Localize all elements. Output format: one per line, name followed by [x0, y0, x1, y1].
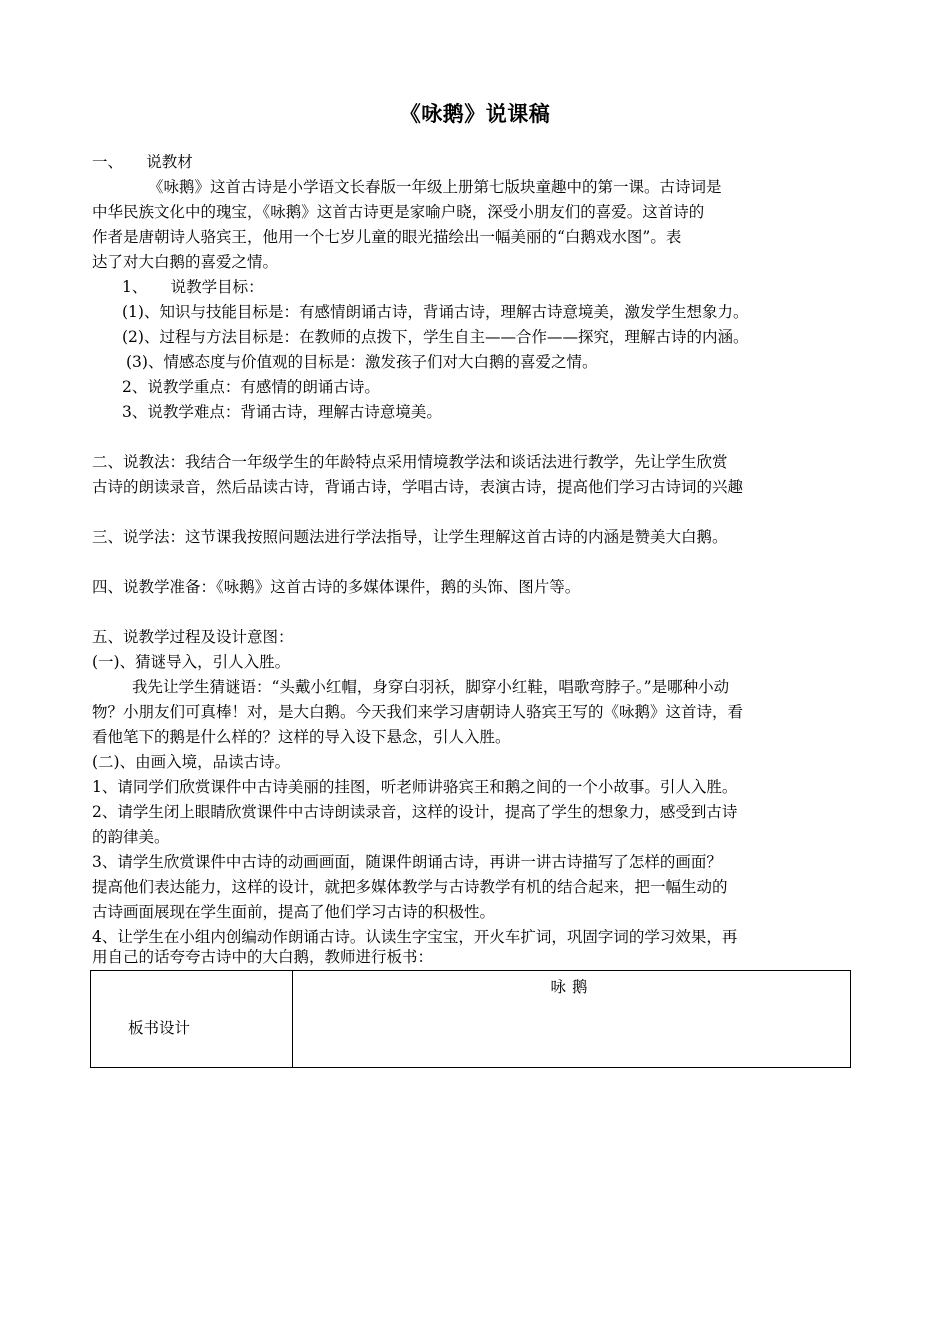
- section-teaching-method: 二、说教法：我结合一年级学生的年龄特点采用情境教学法和谈话法进行教学，先让学生欣赏: [92, 453, 728, 471]
- body-line: 古诗画面展现在学生面前，提高了他们学习古诗的积极性。: [92, 903, 496, 921]
- body-line: 古诗的朗读录音，然后品读古诗，背诵古诗，学唱古诗，表演古诗，提高他们学习古诗词的兴趣: [92, 478, 744, 496]
- subheading-difficulty: 3、说教学难点：背诵古诗，理解古诗意境美。: [122, 403, 442, 421]
- body-line: 用自己的话夸夸古诗中的大白鹅，教师进行板书：: [92, 948, 434, 966]
- subheading-step-1: (一)、猜谜导入，引人入胜。: [92, 653, 291, 671]
- body-line: 达了对大白鹅的喜爱之情。: [92, 253, 279, 271]
- body-line: 看他笔下的鹅是什么样的？这样的导入设下悬念，引人入胜。: [92, 728, 511, 746]
- body-line: 作者是唐朝诗人骆宾王，他用一个七岁儿童的眼光描绘出一幅美丽的“白鹅戏水图”。表: [92, 228, 682, 246]
- body-line: 3、请学生欣赏课件中古诗的动画画面，随课件朗诵古诗，再讲一讲古诗描写了怎样的画面？: [92, 853, 722, 871]
- body-line: 《咏鹅》这首古诗是小学语文长春版一年级上册第七版块童趣中的第一课。古诗词是: [148, 178, 722, 196]
- section-learning-method: 三、说学法：这节课我按照问题法进行学法指导，让学生理解这首古诗的内涵是赞美大白鹅。: [92, 528, 728, 546]
- objective-line: (3)、情感态度与价值观的目标是：激发孩子们对大白鹅的喜爱之情。: [126, 353, 598, 371]
- body-line: 的韵律美。: [92, 828, 170, 846]
- subheading-step-2: (二)、由画入境，品读古诗。: [92, 753, 291, 771]
- section-heading-textbook: 一、 说教材: [92, 153, 193, 171]
- section-process: 五、说教学过程及设计意图：: [92, 628, 294, 646]
- body-line: 1、请同学们欣赏课件中古诗美丽的挂图，听老师讲骆宾王和鹅之间的一个小故事。引人入胜。: [92, 778, 738, 796]
- subheading-objectives: 1、 说教学目标：: [122, 278, 264, 296]
- document-title: 《咏鹅》说课稿: [399, 102, 551, 126]
- body-line: 物？小朋友们可真棒！对，是大白鹅。今天我们来学习唐朝诗人骆宾王写的《咏鹅》这首诗，看: [92, 703, 744, 721]
- body-line: 2、请学生闭上眼睛欣赏课件中古诗朗读录音，这样的设计，提高了学生的想象力，感受到古诗: [92, 803, 738, 821]
- board-design-table: [90, 970, 851, 1068]
- body-line: 我先让学生猜谜语：“头戴小红帽，身穿白羽袄，脚穿小红鞋，唱歌弯脖子。”是哪种小动: [132, 678, 730, 696]
- objective-line: (2)、过程与方法目标是：在教师的点拨下，学生自主——合作——探究，理解古诗的内涵。: [122, 328, 749, 346]
- body-line: 中华民族文化中的瑰宝，《咏鹅》这首古诗更是家喻户晓，深受小朋友们的喜爱。这首诗的: [92, 203, 705, 221]
- objective-line: (1)、知识与技能目标是：有感情朗诵古诗，背诵古诗，理解古诗意境美，激发学生想象力。: [122, 303, 749, 321]
- board-design-label: 板书设计: [128, 1019, 191, 1037]
- section-preparation: 四、说教学准备：《咏鹅》这首古诗的多媒体课件，鹅的头饰、图片等。: [92, 578, 581, 596]
- body-line: 提高他们表达能力，这样的设计，就把多媒体教学与古诗教学有机的结合起来，把一幅生动的: [92, 878, 728, 896]
- body-line: 4、让学生在小组内创编动作朗诵古诗。认读生字宝宝，开火车扩词，巩固字词的学习效果，再: [92, 928, 738, 946]
- board-poem-title: 咏鹅: [550, 978, 594, 996]
- subheading-key-point: 2、说教学重点：有感情的朗诵古诗。: [122, 378, 380, 396]
